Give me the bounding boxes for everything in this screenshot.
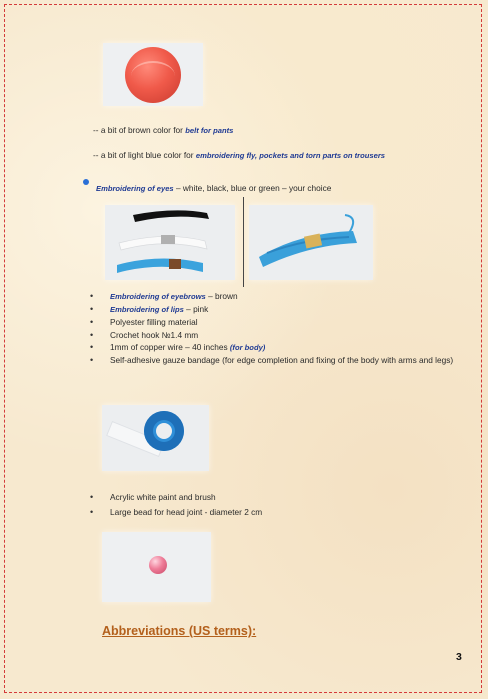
list-item: • Self-adhesive gauze bandage (for edge completion and fixing of the body with arms and legs) <box>90 354 460 366</box>
list-item: • Embroidering of eyebrows – brown <box>90 290 460 303</box>
material-text: -- a bit of light blue color for <box>93 150 196 160</box>
materials-list-2 <box>90 490 460 519</box>
pearl-bead-photo <box>102 532 211 602</box>
floss-skeins-icon <box>105 205 235 280</box>
blue-floss-icon <box>249 205 373 280</box>
bead-icon <box>149 556 167 574</box>
floss-photo-right <box>249 205 373 280</box>
material-line-lightblue <box>93 150 385 160</box>
material-line-brown <box>93 125 233 135</box>
list-item: • Acrylic white paint and brush <box>90 490 460 505</box>
tape-hole <box>156 423 172 439</box>
list-item: • Large bead for head joint - diameter 2 cm <box>90 505 460 520</box>
page-number: 3 <box>456 651 462 663</box>
divider-line <box>243 197 244 287</box>
material-text: -- a bit of brown color for <box>93 125 186 135</box>
list-item: • Crochet hook №1.4 mm <box>90 329 460 341</box>
eyes-line <box>96 183 331 193</box>
bullet-icon <box>83 179 89 185</box>
material-emphasis: embroidering fly, pockets and torn parts on trousers <box>195 151 386 160</box>
list-item: • Embroidering of lips – pink <box>90 303 460 316</box>
gauze-bandage-photo <box>102 405 209 471</box>
eyes-text: – white, black, blue or green – your choice <box>173 183 332 193</box>
list-item: • Polyester filling material <box>90 316 460 328</box>
yarn-ball-icon <box>125 47 181 103</box>
eyes-emphasis: Embroidering of eyes <box>96 184 174 193</box>
abbreviations-heading: Abbreviations (US terms): <box>102 624 257 638</box>
floss-photo-left <box>105 205 235 280</box>
materials-list <box>90 290 460 366</box>
material-emphasis: belt for pants <box>185 126 234 135</box>
yarn-ball-photo <box>103 43 203 106</box>
list-item: • 1mm of copper wire – 40 inches (for body) <box>90 341 460 354</box>
